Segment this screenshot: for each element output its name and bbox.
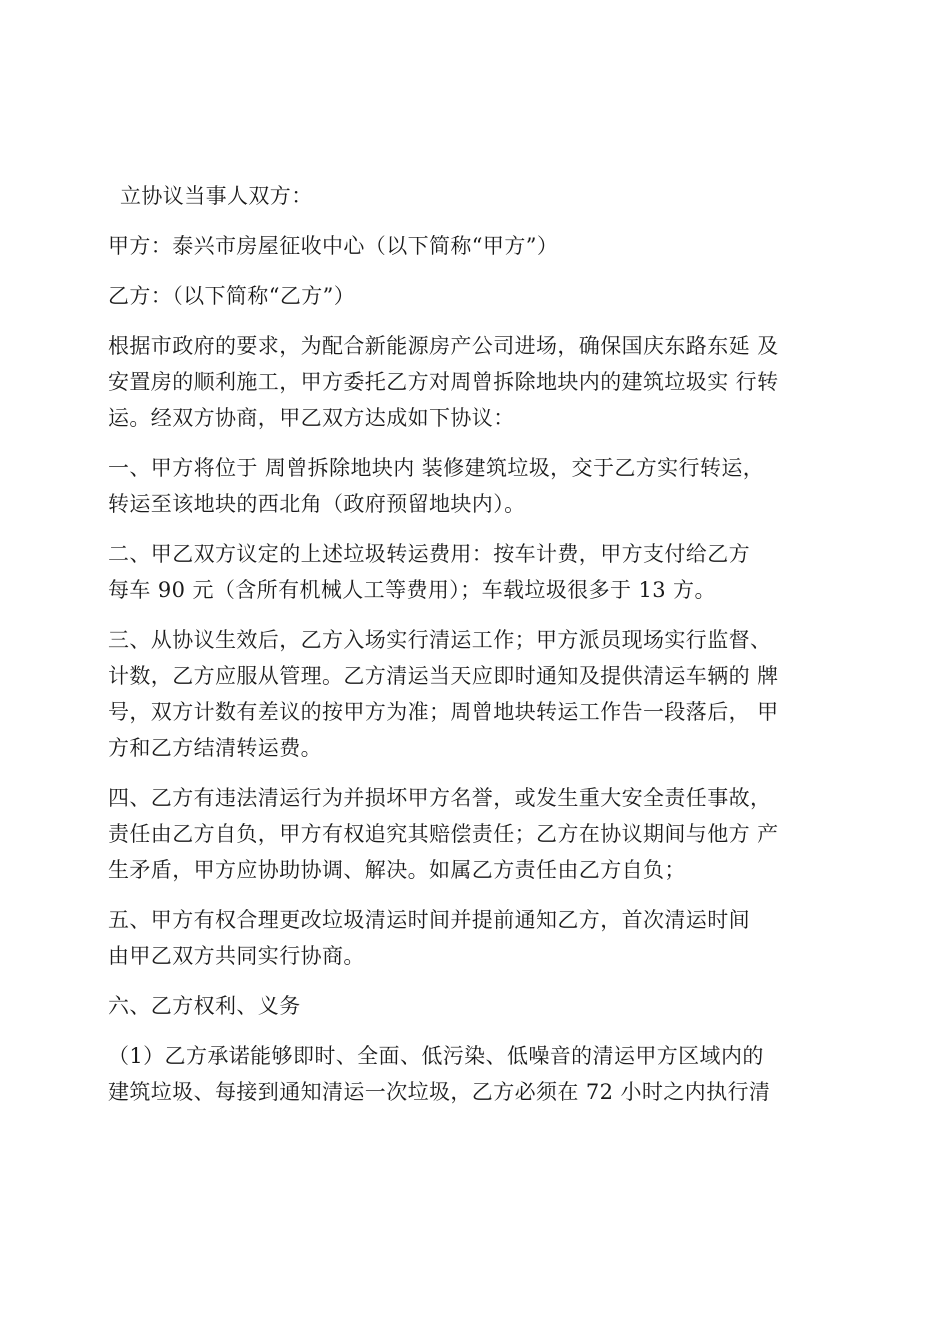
text-line: 四、乙方有违法清运行为并损坏甲方名誉，或发生重大安全责任事故， [108, 786, 772, 810]
text-line: 运。经双方协商，甲乙双方达成如下协议： [108, 406, 515, 430]
paragraph-clause-4 [108, 780, 868, 888]
text-line: 安置房的顺利施工，甲方委托乙方对周曾拆除地块内的建筑垃圾实 行转 [108, 370, 779, 394]
text-line: 转运至该地块的西北角（政府预留地块内）。 [108, 492, 526, 516]
text-line: 二、甲乙双方议定的上述垃圾转运费用：按车计费，甲方支付给乙方 [108, 542, 750, 566]
text-line: 计数，乙方应服从管理。乙方清运当天应即时通知及提供清运车辆的 牌 [108, 664, 779, 688]
text-line: 建筑垃圾、每接到通知清运一次垃圾，乙方必须在 72 小时之内执行清 [108, 1080, 771, 1104]
text-line: 三、从协议生效后，乙方入场实行清运工作；甲方派员现场实行监督、 [108, 628, 772, 652]
paragraph-clause-3 [108, 622, 868, 766]
text-line: 由甲乙双方共同实行协商。 [108, 944, 365, 968]
paragraph-parties-intro [108, 178, 868, 214]
text-line: 每车 90 元（含所有机械人工等费用）；车载垃圾很多于 13 方。 [108, 578, 716, 602]
paragraph-party-a [108, 228, 868, 264]
text-line: 六、乙方权利、义务 [108, 994, 301, 1018]
text-line: 根据市政府的要求，为配合新能源房产公司进场，确保国庆东路东延 及 [108, 334, 779, 358]
text-line: 号，双方计数有差议的按甲方为准；周曾地块转运工作告一段落后， 甲 [108, 700, 779, 724]
paragraph-clause-5 [108, 902, 868, 974]
text-line: 五、甲方有权合理更改垃圾清运时间并提前通知乙方，首次清运时间 [108, 908, 750, 932]
text-line: 责任由乙方自负，甲方有权追究其赔偿责任；乙方在协议期间与他方 产 [108, 822, 779, 846]
document-body [108, 178, 868, 1124]
text-line: 方和乙方结清转运费。 [108, 736, 322, 760]
paragraph-clause-6-heading [108, 988, 868, 1024]
text-line: 乙方：（以下简称“乙方”） [108, 284, 356, 308]
paragraph-preamble [108, 328, 868, 436]
text-line: （1）乙方承诺能够即时、全面、低污染、低噪音的清运甲方区域内的 [108, 1044, 764, 1068]
paragraph-clause-2 [108, 536, 868, 608]
text-line: 一、甲方将位于 周曾拆除地块内 装修建筑垃圾，交于乙方实行转运， [108, 456, 765, 480]
text-line: 甲方：泰兴市房屋征收中心（以下简称“甲方”） [108, 234, 559, 258]
text-line: 生矛盾，甲方应协助协调、解决。如属乙方责任由乙方自负； [108, 858, 686, 882]
paragraph-clause-1 [108, 450, 868, 522]
text-line: 立协议当事人双方： [120, 184, 313, 208]
paragraph-clause-6-item-1 [108, 1038, 868, 1110]
paragraph-party-b [108, 278, 868, 314]
